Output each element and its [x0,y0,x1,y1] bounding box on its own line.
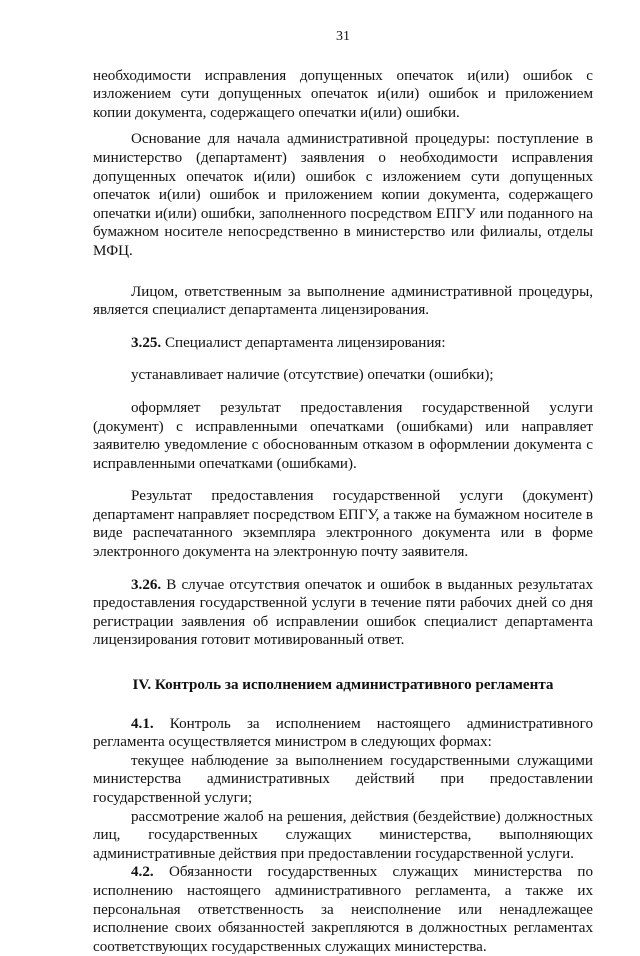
paragraph-basis: Основание для начала административной процедуры: поступление в министерство (департамент) заявления о необходимости исправления допущенных опечаток и(или) ошибок с изложением сути допущенных опечаток и(или) ошибок и приложением копии документа, содержащего опечатки и(или) ошибки, заполненного посредством ЕПГУ или поданного на бумажном носителе непосредственно в министерство или филиалы, отделы МФЦ. [93,131,593,259]
clause-number: 4.2. [131,864,154,881]
paragraph-result: Результат предоставления государственной услуги (документ) департамент направляет посредством ЕПГУ, а также на бумажном носителе в виде распечатанного экземпляра электронного документа или в форме электронного документа на электронную почту заявителя. [93,488,593,561]
clause-text: Обязанности государственных служащих министерства по исполнению настоящего административного регламента, а также их персональная ответственность за неисполнение или ненадлежащее исполнение своих обязанностей закрепляются в должностных регламентах соответствующих государственных служащих министерства. [93,864,593,955]
clause-text: Специалист департамента лицензирования: [161,334,446,351]
paragraph-continuation: необходимости исправления допущенных опечаток и(или) ошибок с изложением сути допущенных опечаток и(или) ошибок и приложением копии документа, содержащего опечатки и(или) ошибки. [93,67,593,121]
clause-number: 3.25. [131,334,162,351]
clause-text: В случае отсутствия опечаток и ошибок в выданных результатах предоставления государственной услуги в течение пяти рабочих дней со дня регистрации заявления об исправлении ошибок специалист департамента лицензирования готовит мотивированный ответ. [93,576,593,649]
paragraph-complaints: рассмотрение жалоб на решения, действия (бездействие) должностных лиц, государственных служащих министерства, выполняющих административные действия при предоставлении государственной услуги. [93,808,593,862]
clause-3-25 [93,334,593,353]
paragraph-formalizes: оформляет результат предоставления государственной услуги (документ) с исправленными опечатками (ошибками) или направляет заявителю уведомление с обоснованным отказом в оформлении документа с исправленными опечатками (ошибками). [93,399,593,472]
clause-4-1 [93,715,593,752]
clause-text: Контроль за исполнением настоящего административного регламента осуществляется министром в следующих формах: [93,715,593,751]
page-number: 31 [336,29,350,44]
clause-3-26 [93,576,593,650]
paragraph-establishes: устанавливает наличие (отсутствие) опечатки (ошибки); [131,367,494,384]
clause-4-2 [93,863,593,956]
paragraph-current-monitoring: текущее наблюдение за выполнением государственными служащими министерства административных действий при предоставлении государственной услуги; [93,752,593,806]
section-heading: IV. Контроль за исполнением административного регламента [132,677,554,694]
clause-number: 3.26. [131,576,162,593]
clause-number: 4.1. [131,715,154,732]
paragraph-responsible: Лицом, ответственным за выполнение административной процедуры, является специалист департамента лицензирования. [93,283,593,319]
